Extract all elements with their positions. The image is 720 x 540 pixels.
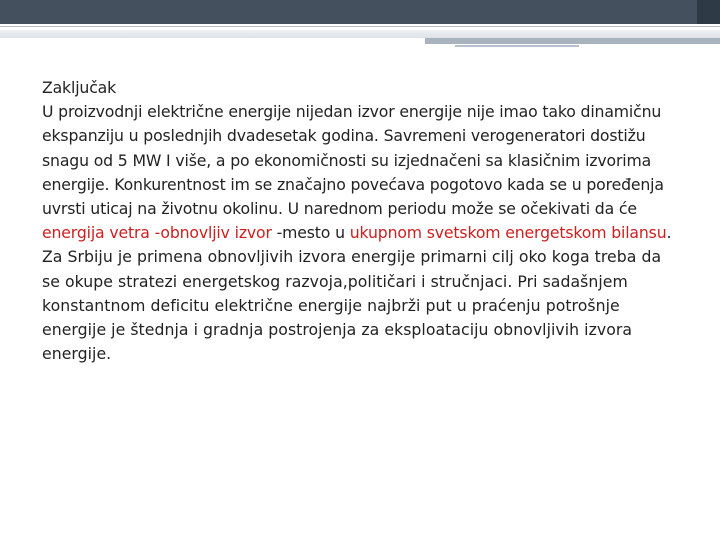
highlight-global-energy-balance: ukupnom svetskom energetskom bilansu xyxy=(349,223,667,243)
header-rule-short xyxy=(455,45,579,47)
header-bar xyxy=(0,0,720,24)
header-bar-accent xyxy=(697,0,720,24)
header-rule-band xyxy=(0,30,720,38)
paragraph-text-part-1: U proizvodnji električne energije nijedan izvor energije nije imao tako dinamičnu ekspanziju u poslednjih dvadesetak godina. Savremeni verogeneratori dostižu snagu od 5 MW I više, a po ekonomičnosti su izjednačeni sa klasičnim izvorima energije. Konkurentnost im se značajno povećava pogotovo kada se u poređenja uvrsti uticaj na životnu okolinu. U narednom periodu može se očekivati da će xyxy=(42,102,664,219)
header-rule-band-dark xyxy=(425,38,720,44)
slide-paragraph xyxy=(42,100,682,366)
slide-content xyxy=(42,76,682,366)
header-rule-line xyxy=(0,26,720,27)
paragraph-text-part-3: . Za Srbiju je primena obnovljivih izvora energije primarni cilj oko koga treba da se okupe stratezi energetskog razvoja,političari i stručnjaci. Pri sadašnjem konstantnom deficitu električne energije najbrži put u praćenju potrošnje energije je štednja i gradnja postrojenja za eksploataciju obnovljivih izvora energije. xyxy=(42,223,672,364)
slide-title: Zaključak xyxy=(42,78,117,97)
paragraph-text-part-2: -mesto u xyxy=(271,223,350,243)
highlight-wind-energy: energija vetra -obnovljiv izvor xyxy=(42,223,272,243)
